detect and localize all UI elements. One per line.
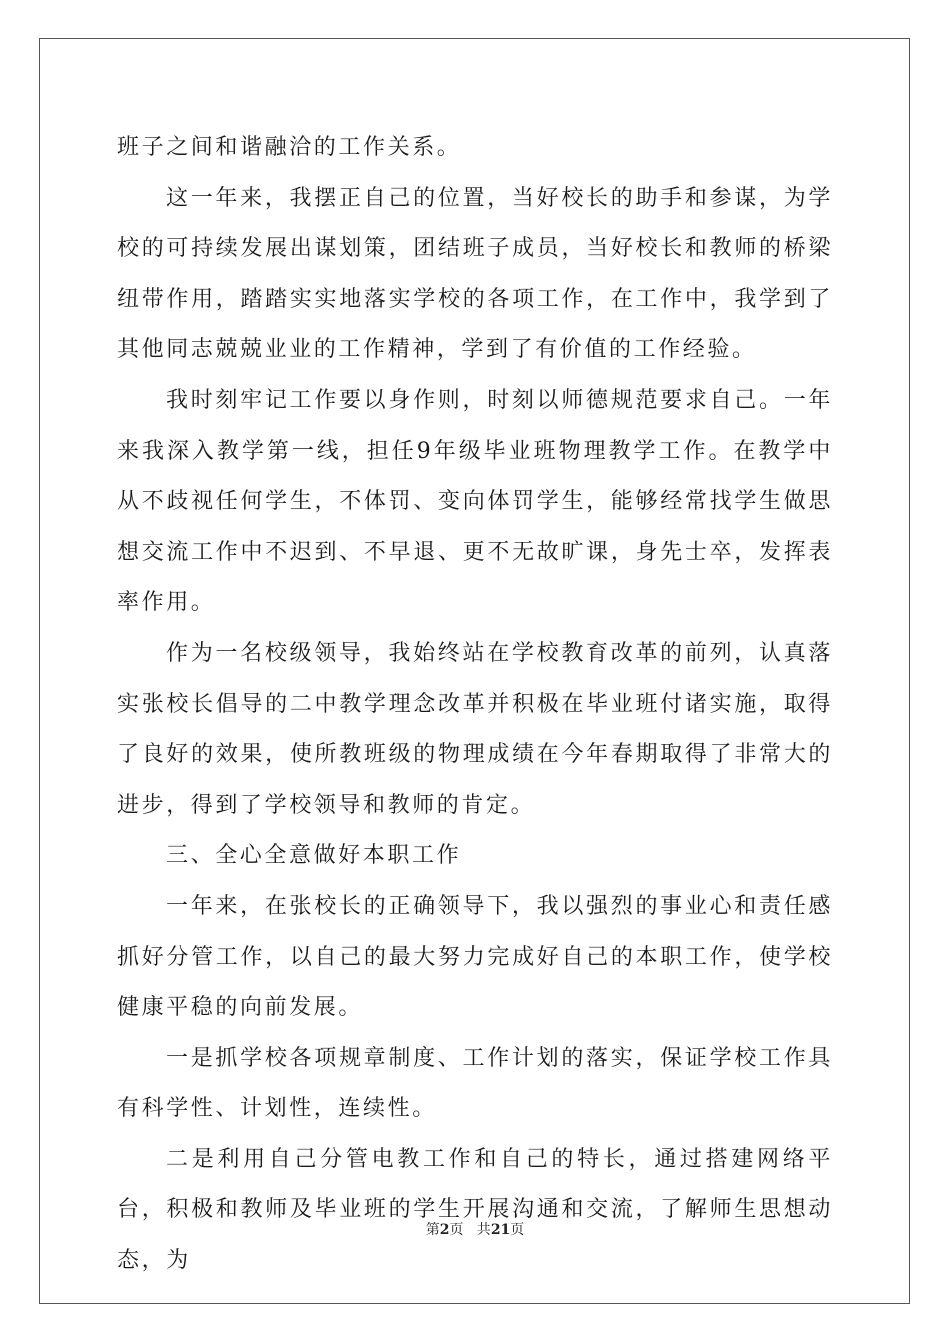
section-heading: 三、全心全意做好本职工作	[166, 843, 462, 869]
total-pages-number: 21	[490, 1222, 511, 1238]
footer-middle: 页 共	[449, 1222, 491, 1238]
paragraph-2: 这一年来，我摆正自己的位置，当好校长的助手和参谋，为学校的可持续发展出谋划策，团结班子成员，当好校长和教师的桥梁纽带作用，踏踏实实地落实学校的各项工作，在工作中，我学到了其他同志兢兢业业的工作精神，学到了有价值的工作经验。	[117, 185, 833, 363]
document-body	[117, 123, 833, 1287]
paragraph-1: 班子之间和谐融洽的工作关系。	[117, 135, 462, 160]
paragraph-7: 一是抓学校各项规章制度、工作计划的落实，保证学校工作具有科学性、计划性，连续性。	[117, 1045, 833, 1122]
footer-suffix: 页	[510, 1222, 525, 1238]
paragraph-3: 我时刻牢记工作要以身作则，时刻以师德规范要求自己。一年来我深入教学第一线，担任9年级毕业班物理教学工作。在教学中从不歧视任何学生，不体罚、变向体罚学生，能够经常找学生做思想交流工作中不迟到、不早退、更不无故旷课，身先士卒，发挥表率作用。	[117, 387, 833, 616]
current-page-number: 2	[439, 1222, 450, 1238]
footer-prefix: 第	[425, 1222, 440, 1238]
paragraph-8: 二是利用自己分管电教工作和自己的特长，通过搭建网络平台，积极和教师及毕业班的学生开展沟通和交流，了解师生思想动态，为	[117, 1146, 833, 1274]
page-number-footer	[0, 1219, 950, 1239]
paragraph-4: 作为一名校级领导，我始终站在学校教育改革的前列，认真落实张校长倡导的二中教学理念改革并积极在毕业班付诸实施，取得了良好的效果，使所教班级的物理成绩在今年春期取得了非常大的进步，得到了学校领导和教师的肯定。	[117, 640, 833, 818]
paragraph-6: 一年来，在张校长的正确领导下，我以强烈的事业心和责任感抓好分管工作，以自己的最大努力完成好自己的本职工作，使学校健康平稳的向前发展。	[117, 893, 833, 1021]
